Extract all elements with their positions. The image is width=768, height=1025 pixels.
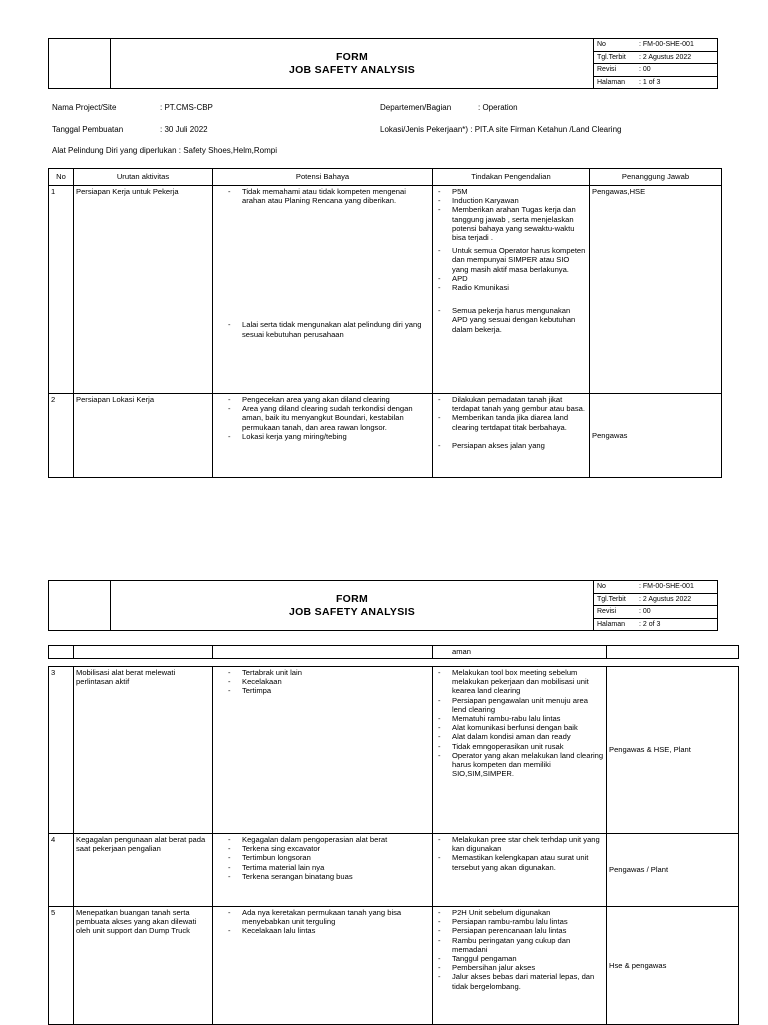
control-item: - Memberikan tanda jika diarea land clearing tertdapat titak berbahaya.: [435, 413, 587, 431]
hazard-list: [215, 187, 430, 205]
control-item: - Alat komunikasi berfunsi dengan baik: [435, 723, 604, 732]
control-list: [435, 187, 587, 242]
meta-revisi: Revisi : 00: [594, 64, 717, 77]
continuation-row: [49, 646, 739, 659]
form-title: JOB SAFETY ANALYSIS: [288, 63, 416, 76]
header-no: No: [49, 169, 74, 186]
hazard-item: - Kecelakaan: [225, 677, 430, 686]
header-pj: Penanggung Jawab: [590, 169, 722, 186]
hazard-item: - Kegagalan dalam pengoperasian alat berat: [225, 835, 430, 844]
control-item: - Memberikan arahan Tugas kerja dan tanggung jawab , serta menjelaskan potensi bahaya yang sewaktu-waktu bisa terjadi .: [435, 205, 587, 242]
row-hazards: [213, 394, 433, 478]
meta-revisi: Revisi : 00: [594, 606, 717, 619]
control-item: - Rambu peringatan yang cukup dan memadani: [435, 936, 604, 954]
table-row: [49, 394, 722, 478]
jsa-table-page-1: [48, 168, 722, 478]
table-row: [49, 186, 722, 394]
meta-tgl-terbit: Tgl.Terbit : 2 Agustus 2022: [594, 52, 717, 65]
hazard-list: [215, 668, 430, 696]
nama-project-value: : PT.CMS-CBP: [160, 103, 213, 112]
control-item: - Mematuhi rambu-rabu lalu lintas: [435, 714, 604, 723]
form-header: [48, 38, 718, 89]
control-item: - P2H Unit sebelum digunakan: [435, 908, 604, 917]
row-pj: Pengawas,HSE: [590, 186, 722, 394]
control-list: [435, 908, 604, 991]
control-item: - P5M: [435, 187, 587, 196]
form-meta: [594, 581, 718, 631]
control-item: - Semua pekerja harus mengunakan APD yang sesuai dengan kebutuhan dalam bekerja.: [435, 306, 587, 334]
header-urutan: Urutan aktivitas: [74, 169, 213, 186]
row-no: [49, 646, 74, 659]
control-item: - Alat dalam kondisi aman dan ready: [435, 732, 604, 741]
control-item: - Persiapan perencanaan lalu lintas: [435, 926, 604, 935]
row-activity: [74, 646, 213, 659]
hazard-item: - Tidak memahami atau tidak kompeten mengenai arahan atau Planing Rencana yang diberikan.: [225, 187, 430, 205]
row-activity: Persiapan Kerja untuk Pekerja: [74, 186, 213, 394]
row-pj: Pengawas: [590, 394, 722, 478]
meta-no: No : FM-00-SHE-001: [594, 581, 717, 594]
control-item: - Jalur akses bebas dari material lepas, dan tidak bergelombang.: [435, 972, 604, 990]
hazard-item: - Tertimbun longsoran: [225, 853, 430, 862]
control-list: [435, 835, 604, 872]
header-potensi: Potensi Bahaya: [213, 169, 433, 186]
hazard-item: - Pengecekan area yang akan diland clearing: [225, 395, 430, 404]
row-controls: [433, 394, 590, 478]
control-item: - Dilakukan pemadatan tanah jikat terdapat tanah yang gembur atau basa.: [435, 395, 587, 413]
form-label: FORM: [335, 592, 369, 605]
control-list: [435, 306, 587, 334]
row-no: 1: [49, 186, 74, 394]
logo-cell: [49, 581, 111, 631]
control-item: - Pembersihan jalur akses: [435, 963, 604, 972]
hazard-list: [215, 908, 430, 936]
departemen-label: Departemen/Bagian: [380, 103, 452, 112]
hazard-item: - Tertabrak unit lain: [225, 668, 430, 677]
hazard-item: - Lokasi kerja yang miring/tebing: [225, 432, 430, 441]
meta-no: No : FM-00-SHE-001: [594, 39, 717, 52]
form-label: FORM: [335, 50, 369, 63]
row-controls: [433, 667, 607, 834]
meta-halaman: Halaman : 2 of 3: [597, 620, 661, 628]
row-no: 4: [49, 834, 74, 907]
row-hazards: [213, 646, 433, 659]
control-item: - Operator yang akan melakukan land clearing harus kompeten dan memiliki SIO,SIM,SIMPER.: [435, 751, 604, 779]
control-item: - Radio Kmunikasi: [435, 283, 587, 292]
form-header: [48, 580, 718, 631]
hazard-item: - Kecelakaan lalu lintas: [225, 926, 430, 935]
page-1: [0, 0, 768, 500]
table-row: [49, 834, 739, 907]
row-activity: Kegagalan pengunaan alat berat pada saat pekerjaan pengalian: [74, 834, 213, 907]
form-meta: [594, 39, 718, 89]
control-item: - Untuk semua Operator harus kompeten dan mempunyai SIMPER atau SIO yang masih aktif masa berlakunya.: [435, 246, 587, 274]
control-list: [435, 441, 587, 450]
row-pj: [607, 646, 739, 659]
tanggal-label: Tanggal Pembuatan: [52, 125, 124, 134]
nama-project-label: Nama Project/Site: [52, 103, 117, 112]
form-title: JOB SAFETY ANALYSIS: [288, 605, 416, 618]
row-controls: [433, 907, 607, 1025]
tanggal-value: : 30 Juli 2022: [160, 125, 208, 134]
header-tindakan: Tindakan Pengendalian: [433, 169, 590, 186]
row-no: 5: [49, 907, 74, 1025]
row-no: 3: [49, 667, 74, 834]
control-item: - Melakukan pree star chek terhdap unit yang kan digunakan: [435, 835, 604, 853]
hazard-list: [215, 395, 430, 441]
meta-halaman: Halaman : 1 of 3: [597, 78, 661, 86]
continuation-text: aman: [433, 646, 607, 659]
table-row: [49, 667, 739, 834]
row-controls: [433, 186, 590, 394]
form-title-cell: [111, 581, 594, 631]
control-list: [435, 668, 604, 778]
row-pj: Pengawas & HSE, Plant: [607, 667, 739, 834]
control-item: - Memastikan kelengkapan atau surat unit tersebut yang akan digunakan.: [435, 853, 604, 871]
control-item: - Persiapan akses jalan yang: [435, 441, 587, 450]
row-controls: [433, 834, 607, 907]
control-item: - Tidak emngoperasikan unit rusak: [435, 742, 604, 751]
control-item: - APD: [435, 274, 587, 283]
hazard-list: [215, 320, 430, 338]
hazard-item: - Tertima material lain nya: [225, 863, 430, 872]
jsa-table-page-2: [48, 645, 739, 1025]
row-activity: Mobilisasi alat berat melewati perlintasan aktif: [74, 667, 213, 834]
hazard-item: - Lalai serta tidak mengunakan alat pelindung diri yang sesuai kebutuhan perusahaan: [225, 320, 430, 338]
row-hazards: [213, 186, 433, 394]
row-pj: Hse & pengawas: [607, 907, 739, 1025]
form-title-cell: [111, 39, 594, 89]
departemen-value: : Operation: [478, 103, 518, 112]
row-hazards: [213, 667, 433, 834]
hazard-item: - Area yang diland clearing sudah terkondisi dengan aman, baik itu menyangkut Boundari, kestabilan permukaan tanah, dan area rawan longsor.: [225, 404, 430, 432]
control-item: - Persiapan pengawalan unit menuju area lend clearing: [435, 696, 604, 714]
logo-cell: [49, 39, 111, 89]
table-header-row: [49, 169, 722, 186]
row-activity: Persiapan Lokasi Kerja: [74, 394, 213, 478]
row-hazards: [213, 834, 433, 907]
apd-text: Alat Pelindung Diri yang diperlukan : Safety Shoes,Helm,Rompi: [52, 146, 278, 155]
control-list: [435, 395, 587, 432]
meta-tgl-terbit: Tgl.Terbit : 2 Agustus 2022: [594, 594, 717, 607]
row-pj: Pengawas / Plant: [607, 834, 739, 907]
hazard-item: - Terkena serangan binatang buas: [225, 872, 430, 881]
hazard-item: - Terkena sing excavator: [225, 844, 430, 853]
lokasi-text: Lokasi/Jenis Pekerjaan*) : PIT.A site Firman Ketahun /Land Clearing: [380, 125, 622, 134]
page-2: [0, 548, 768, 1024]
hazard-item: - Ada nya keretakan permukaan tanah yang bisa menyebabkan unit terguling: [225, 908, 430, 926]
row-activity: Menepatkan buangan tanah serta pembuata akses yang akan dilewati oleh unit support dan Dump Truck: [74, 907, 213, 1025]
control-item: - Induction Karyawan: [435, 196, 587, 205]
row-hazards: [213, 907, 433, 1025]
control-item: - Melakukan tool box meeting sebelum melakukan pekerjaan dan mobilisasi unit kearea land clearing: [435, 668, 604, 696]
control-item: - Persiapan rambu-rambu lalu lintas: [435, 917, 604, 926]
control-list: [435, 246, 587, 292]
hazard-item: - Tertimpa: [225, 686, 430, 695]
table-row: [49, 907, 739, 1025]
hazard-list: [215, 835, 430, 881]
spacer-row: [49, 659, 739, 667]
row-no: 2: [49, 394, 74, 478]
control-item: - Tanggul pengaman: [435, 954, 604, 963]
